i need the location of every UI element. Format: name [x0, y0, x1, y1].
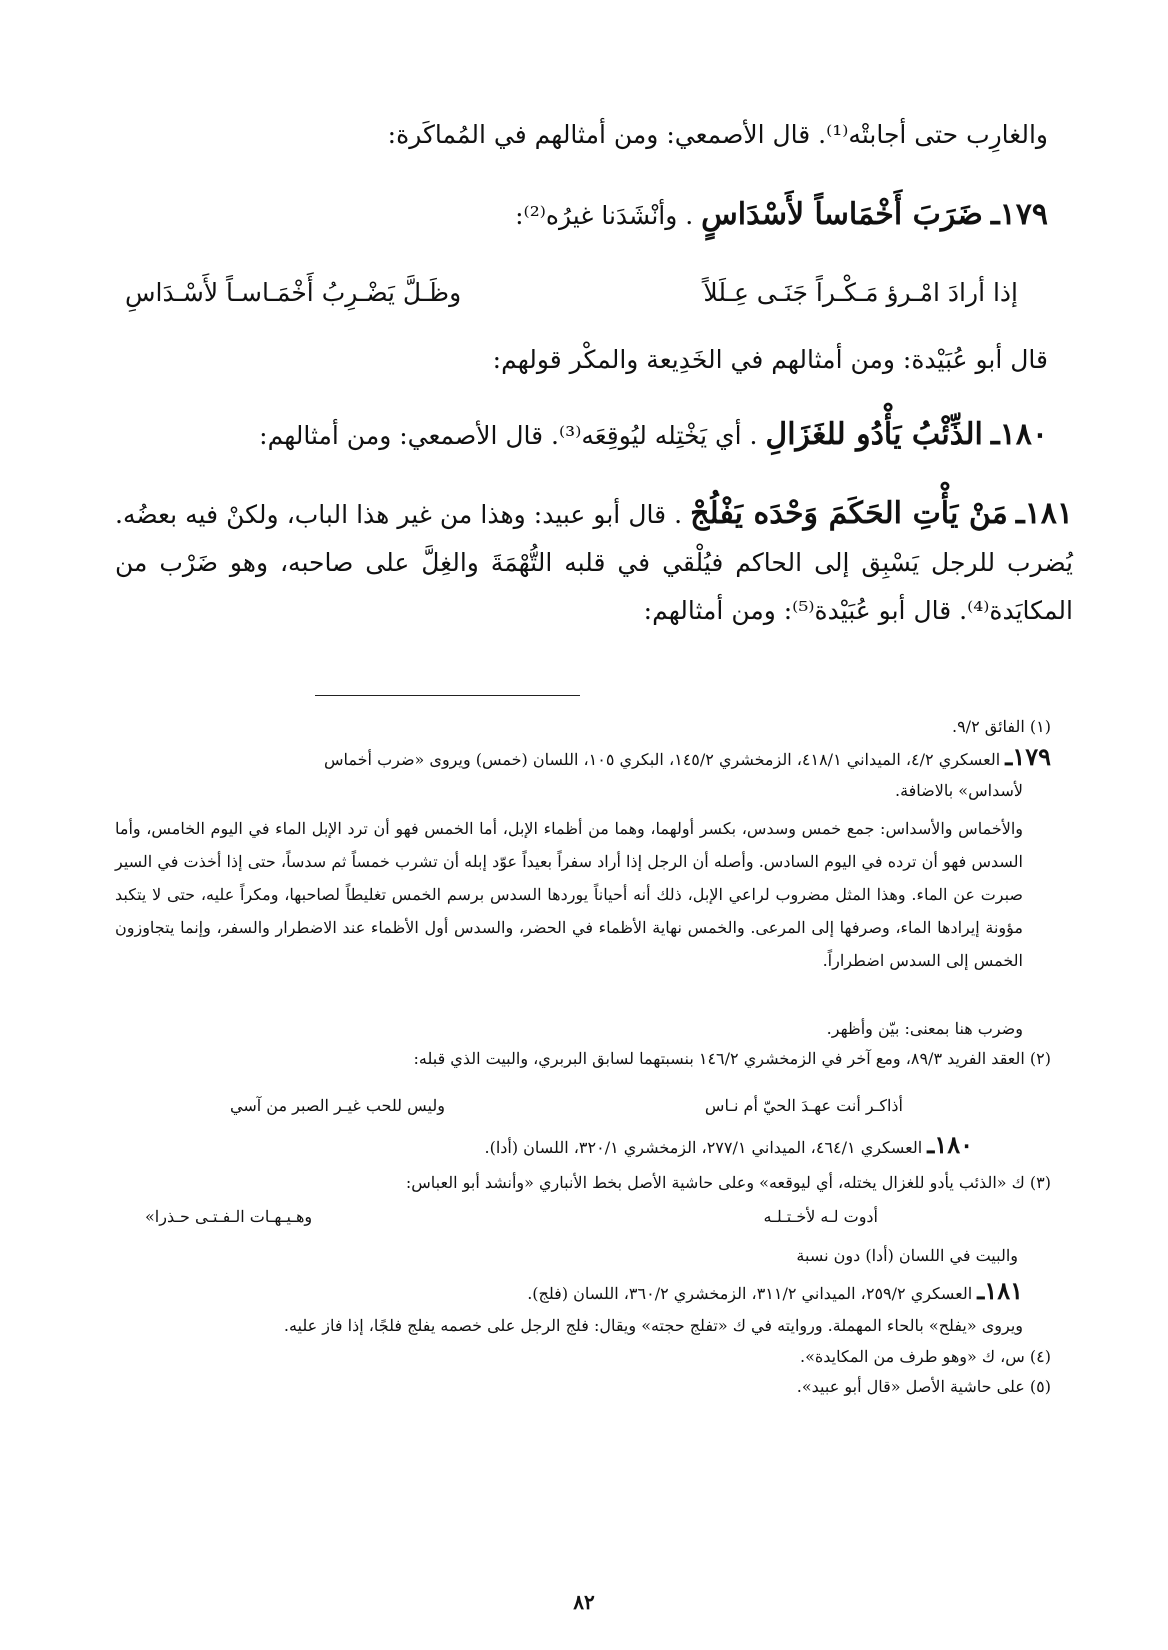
entry-number: ١٨١ـ	[977, 1276, 1023, 1305]
footnote-text: العسكري ٢٥٩/٢، الميداني ٣١١/٢، الزمخشري ٣٦٠/٢، اللسان (فلج).	[527, 1284, 973, 1303]
footnote-4: (٤) س، ك «وهو طرف من المكايدة».	[800, 1347, 1051, 1366]
footnote-179-note: وضرب هنا بمعنى: بيّن وأظهر.	[826, 1019, 1023, 1038]
footnote-2: (٢) العقد الفريد ٨٩/٣، ومع آخر في الزمخشري ١٤٦/٢ بنسبتهما لسابق البربري، والبيت الذي قبله:	[413, 1049, 1051, 1068]
verse-second-hemistich: وظَـلَّ يَضْـرِبُ أَخْمَـاسـاً لأَسْـدَاسِ	[125, 278, 462, 307]
proverb-text: مَنْ يَأْتِ الحَكَمَ وَحْدَه يَفْلُجْ	[690, 496, 1008, 531]
footnote-1: (١) الفائق ٩/٢.	[951, 717, 1051, 736]
verse-first-hemistich: إذا أرادَ امْـرؤ مَـكْـراً جَنَـى عِـلَلاً	[703, 278, 1018, 307]
footnote-2-verse-second: وليس للحب غيـر الصبر من آسي	[230, 1096, 445, 1115]
entry-number: ١٧٩ـ	[990, 197, 1048, 232]
footnote-179-explanation: والأخماس والأسداس: جمع خمس وسدس، بكسر أولهما، وهما من أظماء الإبل، أما الخمس فهو أن ترد الإبل الماء في اليوم الخامس، وأما السدس فهو أن ترده في اليوم السادس. وأصله أن الرجل إذا أراد سفراً بعيداً عوّد إبله أن تشرب خمساً ثم سدساً، حتى إذا أخذت في السير صبرت عن الماء. وهذا المثل مضروب لراعي الإبل، ذلك أنه أحياناً يوردها السدس برسم الخمس تغليطاً لصاحبها، ومكراً عليه، حتى لا يتكبد مؤونة إيرادها الماء، وصرفها إلى المرعى. والخمس نهاية الأظماء في الحضر، والسدس أول الأظماء عند الاضطرار والسفر، وإنما يتجاوزون الخمس إلى السدس اضطراراً.	[115, 819, 1024, 970]
text-line-1: والغارِب حتى أجابتْه⁽¹⁾. قال الأصمعي: ومن أمثالهم في المُماكَرة:	[387, 120, 1048, 149]
proverb-text: ضَرَبَ أَخْمَاساً لأَسْدَاسٍ	[701, 197, 983, 232]
proverb-note: . وأنْشَدَنا غيرُه⁽²⁾:	[515, 201, 694, 230]
entry-number: ١٨٠ـ	[927, 1130, 973, 1159]
proverb-181	[115, 490, 1073, 635]
footnote-5: (٥) على حاشية الأصل «قال أبو عبيد».	[796, 1377, 1051, 1396]
footnote-179	[115, 744, 1051, 772]
proverb-note: . قال أبو عبيد: وهذا من غير هذا الباب، ولكنْ فيه بعضُه. يُضرب للرجل يَسْبِق إلى الحاكم فيُلْقي في قلبه التُّهْمَةَ والغِلَّ على صاحبه، وهو ضَرْب من المكايَدة⁽⁴⁾. قال أبو عُبَيْدة⁽⁵⁾: ومن أمثالهم:	[115, 500, 1073, 625]
entry-number: ١٨٠ـ	[990, 417, 1048, 452]
footnote-181-note: ويروى «يفلح» بالحاء المهملة. وروايته في ك «تفلج حجته» ويقال: فلج الرجل على خصمه يفلج فلجًا، إذا فاز عليه.	[283, 1316, 1023, 1335]
footnote-2-verse-first: أذاكـر أنت عهـدَ الحيّ أم نـاس	[704, 1096, 903, 1115]
footnote-179-line2: لأسداس» بالاضافة.	[894, 781, 1023, 800]
footnote-3-verse-first: أدوت لـه لأخـتـلـه	[763, 1207, 878, 1226]
entry-number: ١٧٩ـ	[1005, 742, 1051, 771]
footnote-text: العسكري ٤٦٤/١، الميداني ٢٧٧/١، الزمخشري ٣٢٠/١، اللسان (أدا).	[484, 1138, 923, 1157]
text-line-abu-ubayda: قال أبو عُبَيْدة: ومن أمثالهم في الخَدِيعة والمكْر قولهم:	[492, 345, 1048, 374]
footnote-181	[115, 1278, 1023, 1306]
page-number: ٨٢	[573, 1590, 595, 1614]
verse-179	[125, 278, 1018, 318]
footnote-3-verse-second: وهـيـهـات الـفـتـى حـذرا»	[145, 1207, 313, 1226]
proverb-text: الذِّئْبُ يَأْدُو للغَزَالِ	[765, 417, 983, 452]
footnote-3-note: والبيت في اللسان (أدا) دون نسبة	[796, 1246, 1018, 1265]
footnote-180	[115, 1132, 973, 1160]
footnote-text: العسكري ٤/٢، الميداني ٤١٨/١، الزمخشري ١٤٥/٢، البكري ١٠٥، اللسان (خمس) ويروى «ضرب أخماس	[324, 750, 1001, 769]
proverb-note: . أي يَخْتِله ليُوقِعَه⁽³⁾. قال الأصمعي: ومن أمثالهم:	[259, 421, 758, 450]
footnote-divider	[315, 695, 580, 696]
proverb-180	[115, 415, 1048, 456]
footnote-3: (٣) ك «الذئب يأدو للغزال يختله، أي ليوقعه» وعلى حاشية الأصل بخط الأنباري «وأنشد أبو العباس:	[405, 1173, 1051, 1192]
proverb-179	[115, 195, 1048, 236]
entry-number: ١٨١ـ	[1015, 496, 1073, 531]
